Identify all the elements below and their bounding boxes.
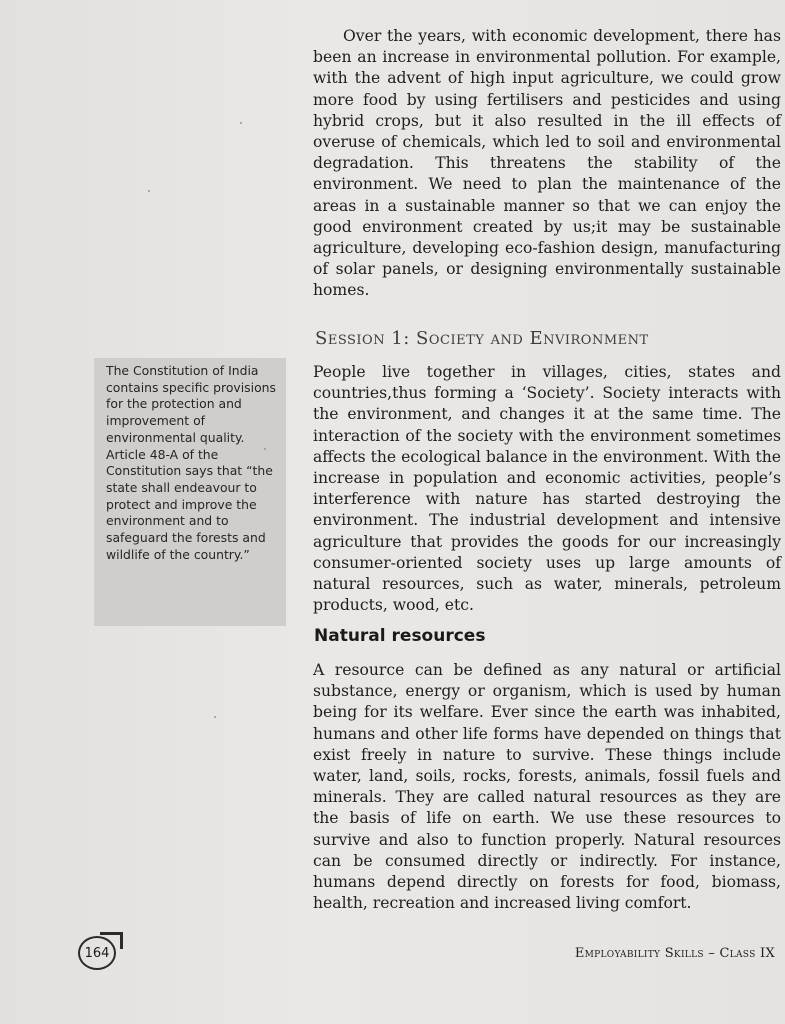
paper-speck [240, 122, 242, 124]
paper-speck [214, 716, 216, 718]
natural-resources-section [313, 660, 781, 914]
intro-paragraph: Over the years, with economic development, there has been an increase in environmental pollution. For example, with the advent of high input agriculture, we could grow more food by using fertilisers and pesticides and using hybrid crops, but it also resulted in the ill effects of overuse of chemicals, which led to soil and environmental degradation. This threatens the stability of the environment. We need to plan the maintenance of the areas in a sustainable manner so that we can enjoy the good environment created by us;it may be sustainable agriculture, developing eco-fashion design, manufacturing of solar panels, or designing environmentally sustainable homes. [313, 27, 781, 300]
constitution-note-box [94, 358, 286, 626]
paper-speck [148, 190, 150, 192]
constitution-note-text: The Constitution of India contains specific provisions for the protection and improvement of environmental quality. Article 48-A of the Constitution says that “the state shall endeavour to protect and improve the environment and to safeguard the forests and wildlife of the country.” [106, 363, 276, 562]
session-heading: Session 1: Society and Environment [315, 328, 649, 349]
intro-section [313, 26, 781, 302]
session-paragraph: People live together in villages, cities, states and countries,thus forming a ‘Society’. Society interacts with the environment, and changes it at the same time. The interaction of the society with the environment sometimes affects the ecological balance in the environment. With the increase in population and economic activities, people’s interference with nature has started destroying the environment. The industrial development and intensive agriculture that provides the goods for our increasingly consumer-oriented society uses up large amounts of natural resources, such as water, minerals, petroleum products, wood, etc. [313, 363, 781, 615]
natural-resources-heading: Natural resources [314, 626, 486, 646]
paper-speck [264, 448, 266, 450]
page-number: 164 [78, 936, 116, 970]
session-section [313, 362, 781, 616]
running-footer-title: Employability Skills – Class IX [574, 946, 775, 961]
natural-resources-paragraph: A resource can be defined as any natural or artificial substance, energy or organism, which is used by human being for its welfare. Ever since the earth was inhabited, humans and other life forms have depended on things that exist freely in nature to survive. These things include water, land, soils, rocks, forests, animals, fossil fuels and minerals. They are called natural resources as they are the basis of life on earth. We use these resources to survive and also to function properly. Natural resources can be consumed directly or indirectly. For instance, humans depend directly on forests for food, biomass, health, recreation and increased living comfort. [313, 661, 781, 913]
